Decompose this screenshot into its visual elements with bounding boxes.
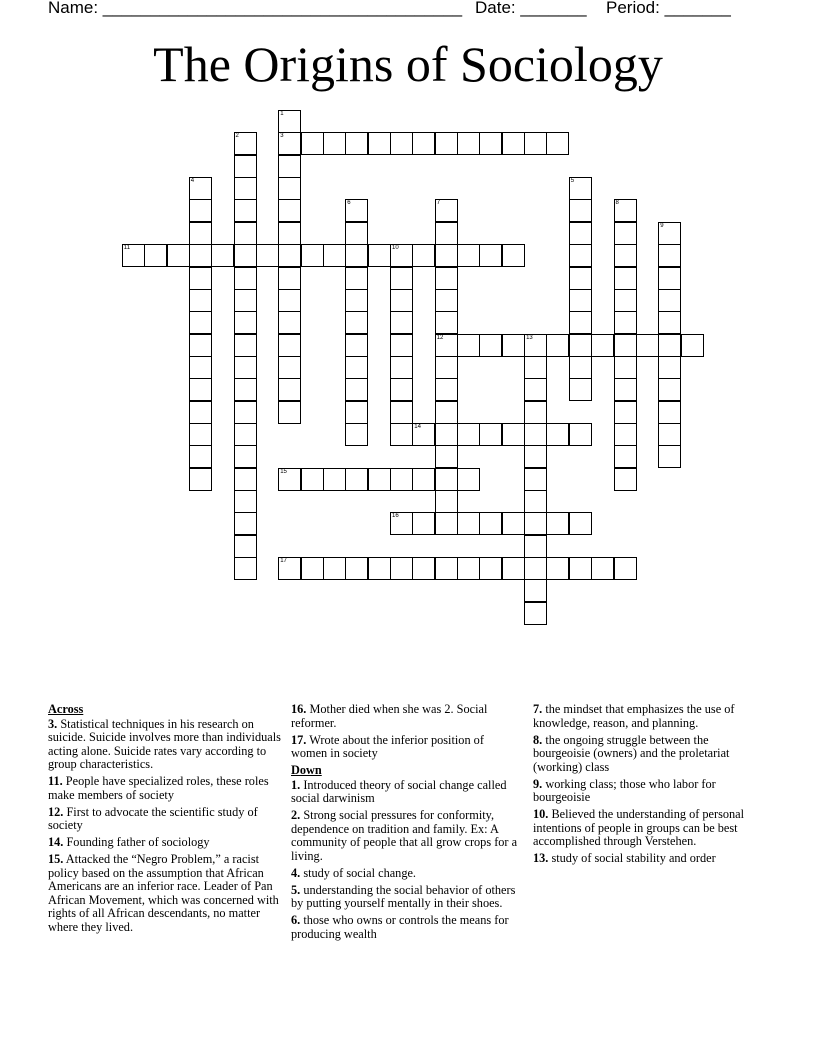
grid-cell[interactable] <box>345 289 368 312</box>
grid-cell[interactable] <box>234 199 257 222</box>
grid-cell[interactable] <box>502 557 525 580</box>
grid-cell[interactable] <box>658 244 681 267</box>
grid-cell[interactable] <box>569 512 592 535</box>
grid-cell[interactable] <box>278 289 301 312</box>
grid-cell[interactable] <box>546 512 569 535</box>
grid-cell[interactable] <box>390 423 413 446</box>
grid-cell[interactable] <box>658 356 681 379</box>
grid-cell[interactable] <box>435 378 458 401</box>
grid-cell[interactable] <box>189 401 212 424</box>
grid-cell[interactable] <box>368 244 391 267</box>
grid-cell[interactable] <box>234 132 257 155</box>
grid-cell[interactable] <box>211 244 234 267</box>
grid-cell[interactable] <box>412 423 435 446</box>
across-heading: Across <box>48 702 84 716</box>
grid-cell[interactable] <box>658 267 681 290</box>
clue-across-3 <box>48 718 281 772</box>
grid-cell[interactable] <box>345 132 368 155</box>
grid-cell[interactable] <box>278 177 301 200</box>
grid-cell[interactable] <box>614 468 637 491</box>
grid-cell[interactable] <box>614 267 637 290</box>
date-field[interactable]: Date: _______ <box>475 0 587 17</box>
down-heading: Down <box>291 763 322 777</box>
grid-cell[interactable] <box>189 334 212 357</box>
grid-cell[interactable] <box>524 490 547 513</box>
grid-cell[interactable] <box>569 557 592 580</box>
clue-down-9 <box>533 778 758 805</box>
clue-number: 15. <box>48 852 64 866</box>
grid-cell[interactable] <box>189 445 212 468</box>
clue-number: 9. <box>533 776 543 791</box>
clue-text: Wrote about the inferior position of women in society <box>291 732 484 760</box>
grid-cell[interactable] <box>569 356 592 379</box>
grid-cell[interactable] <box>345 244 368 267</box>
clue-text: study of social change. <box>303 865 417 880</box>
grid-cell[interactable] <box>524 557 547 580</box>
grid-cell[interactable] <box>390 512 413 535</box>
grid-cell[interactable] <box>435 468 458 491</box>
grid-cell[interactable] <box>390 401 413 424</box>
grid-cell[interactable] <box>457 244 480 267</box>
grid-cell[interactable] <box>234 222 257 245</box>
clue-text: People have specialized roles, these roles make members of society <box>48 774 269 802</box>
grid-cell[interactable] <box>390 267 413 290</box>
grid-cell[interactable] <box>234 445 257 468</box>
grid-cell[interactable] <box>390 311 413 334</box>
grid-cell[interactable] <box>569 423 592 446</box>
page-title: The Origins of Sociology <box>153 36 663 92</box>
grid-cell[interactable] <box>524 512 547 535</box>
grid-cell[interactable] <box>189 244 212 267</box>
grid-cell[interactable] <box>569 289 592 312</box>
grid-cell[interactable] <box>234 289 257 312</box>
grid-cell[interactable] <box>323 244 346 267</box>
grid-cell[interactable] <box>479 557 502 580</box>
grid-cell[interactable] <box>345 222 368 245</box>
grid-cell[interactable] <box>278 132 301 155</box>
clue-number-label: 1 <box>280 111 284 117</box>
grid-cell[interactable] <box>614 557 637 580</box>
grid-cell[interactable] <box>457 132 480 155</box>
grid-cell[interactable] <box>278 334 301 357</box>
grid-cell[interactable] <box>323 132 346 155</box>
grid-cell[interactable] <box>569 222 592 245</box>
clue-number: 1. <box>291 777 301 792</box>
clue-down-8 <box>533 734 758 775</box>
grid-cell[interactable] <box>234 468 257 491</box>
clue-down-6 <box>291 914 521 941</box>
grid-cell[interactable] <box>435 356 458 379</box>
grid-cell[interactable] <box>278 222 301 245</box>
clue-text: understanding the social behavior of others by putting yourself mentally in their shoes. <box>291 882 516 910</box>
grid-cell[interactable] <box>435 401 458 424</box>
grid-cell[interactable] <box>301 468 324 491</box>
grid-cell[interactable] <box>390 334 413 357</box>
clue-number-label: 6 <box>347 200 351 207</box>
name-field[interactable]: Name: ______________________________________ <box>48 0 463 17</box>
clue-number: 14. <box>48 835 64 849</box>
grid-cell[interactable] <box>278 311 301 334</box>
grid-cell[interactable] <box>144 244 167 267</box>
clue-text: First to advocate the scientific study of society <box>48 804 258 832</box>
clue-number: 12. <box>48 804 64 819</box>
clue-number-label: 17 <box>280 558 287 564</box>
grid-cell[interactable] <box>189 311 212 334</box>
grid-cell[interactable] <box>278 267 301 290</box>
grid-cell[interactable] <box>614 311 637 334</box>
grid-cell[interactable] <box>189 267 212 290</box>
clue-number-label: 9 <box>660 222 664 229</box>
grid-cell[interactable] <box>189 199 212 222</box>
grid-cell[interactable] <box>390 244 413 267</box>
grid-cell[interactable] <box>234 244 257 267</box>
grid-cell[interactable] <box>658 311 681 334</box>
grid-cell[interactable] <box>658 378 681 401</box>
grid-cell[interactable] <box>614 334 637 357</box>
grid-cell[interactable] <box>345 378 368 401</box>
clue-number: 2. <box>291 808 301 822</box>
grid-cell[interactable] <box>345 401 368 424</box>
clue-number: 16. <box>291 702 307 716</box>
clue-text: study of social stability and order <box>551 851 716 865</box>
clue-number-label: 13 <box>526 334 533 341</box>
grid-cell[interactable] <box>524 602 547 625</box>
grid-cell[interactable] <box>234 401 257 424</box>
clue-number-label: 3 <box>280 133 284 140</box>
grid-cell[interactable] <box>435 267 458 290</box>
clue-number: 6. <box>291 913 301 927</box>
grid-cell[interactable] <box>345 423 368 446</box>
clue-column-3 <box>533 703 758 869</box>
clue-number: 8. <box>533 732 543 747</box>
grid-cell[interactable] <box>479 512 502 535</box>
clue-number: 10. <box>533 807 549 821</box>
grid-cell[interactable] <box>390 557 413 580</box>
grid-cell[interactable] <box>278 468 301 491</box>
grid-cell[interactable] <box>524 445 547 468</box>
clue-number-label: 15 <box>280 468 287 475</box>
clue-text: Statistical techniques in his research on suicide. Suicide involves more than individuals acting alone. Suicide rates vary according to group characteristics. <box>48 716 281 771</box>
grid-cell[interactable] <box>569 334 592 357</box>
grid-cell[interactable] <box>435 199 458 222</box>
grid-cell[interactable] <box>167 244 190 267</box>
clue-column-2 <box>291 703 521 945</box>
grid-cell[interactable] <box>457 557 480 580</box>
grid-cell[interactable] <box>435 423 458 446</box>
grid-cell[interactable] <box>189 468 212 491</box>
clue-across-17 <box>291 734 521 761</box>
clue-text: the mindset that emphasizes the use of knowledge, reason, and planning. <box>533 702 735 730</box>
grid-cell[interactable] <box>435 557 458 580</box>
grid-cell[interactable] <box>189 356 212 379</box>
clue-number-label: 7 <box>436 200 441 207</box>
grid-cell[interactable] <box>278 110 301 133</box>
clue-number: 13. <box>533 851 549 865</box>
grid-cell[interactable] <box>479 244 502 267</box>
clue-number: 5. <box>291 882 301 897</box>
grid-cell[interactable] <box>390 132 413 155</box>
clue-down-2 <box>291 809 521 863</box>
grid-cell[interactable] <box>614 222 637 245</box>
clue-across-16 <box>291 703 521 730</box>
grid-cell[interactable] <box>278 401 301 424</box>
grid-cell[interactable] <box>681 334 704 357</box>
grid-cell[interactable] <box>614 445 637 468</box>
grid-cell[interactable] <box>479 423 502 446</box>
grid-cell[interactable] <box>412 132 435 155</box>
grid-cell[interactable] <box>524 579 547 602</box>
clue-text: Attacked the “Negro Problem,” a racist policy based on the assumption that African Americans are an inferior race. Leader of Pan African Movement, which was concerned with rights of all African descendants, no matter where they lived. <box>48 852 279 934</box>
clue-across-12 <box>48 806 281 833</box>
grid-cell[interactable] <box>278 356 301 379</box>
grid-cell[interactable] <box>278 199 301 222</box>
grid-cell[interactable] <box>435 445 458 468</box>
grid-cell[interactable] <box>569 199 592 222</box>
clue-text: those who owns or controls the means for producing wealth <box>291 913 509 941</box>
clue-number: 3. <box>48 716 58 731</box>
grid-cell[interactable] <box>524 423 547 446</box>
grid-cell[interactable] <box>435 311 458 334</box>
grid-cell[interactable] <box>502 244 525 267</box>
clue-number-label: 16 <box>392 513 399 520</box>
grid-cell[interactable] <box>368 468 391 491</box>
grid-cell[interactable] <box>390 468 413 491</box>
grid-cell[interactable] <box>479 334 502 357</box>
grid-cell[interactable] <box>234 535 257 558</box>
grid-cell[interactable] <box>614 356 637 379</box>
clue-number-label: 14 <box>414 423 421 430</box>
grid-cell[interactable] <box>524 334 547 357</box>
grid-cell[interactable] <box>345 356 368 379</box>
grid-cell[interactable] <box>390 356 413 379</box>
grid-cell[interactable] <box>189 423 212 446</box>
grid-cell[interactable] <box>658 334 681 357</box>
grid-cell[interactable] <box>390 289 413 312</box>
grid-cell[interactable] <box>546 334 569 357</box>
clue-down-10 <box>533 808 758 849</box>
grid-cell[interactable] <box>256 244 279 267</box>
grid-cell[interactable] <box>234 557 257 580</box>
grid-cell[interactable] <box>345 311 368 334</box>
grid-cell[interactable] <box>301 132 324 155</box>
clue-number-label: 11 <box>123 245 131 252</box>
grid-cell[interactable] <box>457 512 480 535</box>
grid-cell[interactable] <box>234 334 257 357</box>
grid-cell[interactable] <box>234 490 257 513</box>
grid-cell[interactable] <box>614 401 637 424</box>
grid-cell[interactable] <box>234 378 257 401</box>
grid-cell[interactable] <box>234 311 257 334</box>
clue-down-1 <box>291 779 521 806</box>
grid-cell[interactable] <box>435 490 458 513</box>
grid-cell[interactable] <box>524 378 547 401</box>
grid-cell[interactable] <box>658 289 681 312</box>
grid-cell[interactable] <box>614 378 637 401</box>
grid-cell[interactable] <box>614 199 637 222</box>
clue-down-5 <box>291 884 521 911</box>
grid-cell[interactable] <box>546 557 569 580</box>
grid-cell[interactable] <box>390 378 413 401</box>
grid-cell[interactable] <box>636 334 659 357</box>
clue-text: the ongoing struggle between the bourgeoisie (owners) and the proletariat (working) class <box>533 732 730 774</box>
grid-cell[interactable] <box>502 132 525 155</box>
period-field[interactable]: Period: _______ <box>606 0 731 17</box>
clue-number-label: 2 <box>235 133 239 140</box>
grid-cell[interactable] <box>591 557 614 580</box>
grid-cell[interactable] <box>278 557 301 580</box>
grid-cell[interactable] <box>234 177 257 200</box>
grid-cell[interactable] <box>189 177 212 200</box>
clue-number-label: 5 <box>570 178 575 185</box>
clue-number-label: 12 <box>436 334 444 341</box>
grid-cell[interactable] <box>435 334 458 357</box>
clue-number: 7. <box>533 702 543 716</box>
clue-text: Mother died when she was 2. Social reformer. <box>291 702 488 730</box>
grid-cell[interactable] <box>658 401 681 424</box>
grid-cell[interactable] <box>524 356 547 379</box>
grid-cell[interactable] <box>614 289 637 312</box>
grid-cell[interactable] <box>345 267 368 290</box>
grid-cell[interactable] <box>189 289 212 312</box>
grid-cell[interactable] <box>479 132 502 155</box>
clue-down-4 <box>291 867 521 881</box>
grid-cell[interactable] <box>569 244 592 267</box>
clue-number-label: 10 <box>392 245 399 252</box>
clue-number: 17. <box>291 732 307 747</box>
clue-across-15 <box>48 853 281 934</box>
clue-across-14 <box>48 836 281 850</box>
grid-cell[interactable] <box>569 311 592 334</box>
clue-down-13 <box>533 852 758 866</box>
grid-cell[interactable] <box>278 244 301 267</box>
grid-cell[interactable] <box>234 155 257 178</box>
grid-cell[interactable] <box>345 199 368 222</box>
grid-cell[interactable] <box>278 378 301 401</box>
clue-down-7 <box>533 703 758 730</box>
grid-cell[interactable] <box>524 132 547 155</box>
clue-text: working class; those who labor for bourgeoisie <box>533 776 716 804</box>
clue-across-11 <box>48 775 281 802</box>
grid-cell[interactable] <box>435 289 458 312</box>
grid-cell[interactable] <box>457 468 480 491</box>
grid-cell[interactable] <box>524 401 547 424</box>
grid-cell[interactable] <box>524 468 547 491</box>
grid-cell[interactable] <box>234 267 257 290</box>
grid-cell[interactable] <box>234 423 257 446</box>
grid-cell[interactable] <box>323 557 346 580</box>
grid-cell[interactable] <box>234 512 257 535</box>
grid-cell[interactable] <box>546 423 569 446</box>
grid-cell[interactable] <box>435 512 458 535</box>
clue-column-1 <box>48 703 281 938</box>
clue-text: Strong social pressures for conformity, dependence on tradition and family. Ex: A community of people that all grow crops for a living. <box>291 808 518 863</box>
clue-number: 4. <box>291 865 301 880</box>
clue-number: 11. <box>48 774 63 788</box>
grid-cell[interactable] <box>435 222 458 245</box>
grid-cell[interactable] <box>412 512 435 535</box>
grid-cell[interactable] <box>435 132 458 155</box>
grid-cell[interactable] <box>345 334 368 357</box>
grid-cell[interactable] <box>614 423 637 446</box>
grid-cell[interactable] <box>122 244 145 267</box>
grid-cell[interactable] <box>345 557 368 580</box>
clue-text: Introduced theory of social change called social darwinism <box>291 777 507 805</box>
grid-cell[interactable] <box>189 222 212 245</box>
grid-cell[interactable] <box>502 423 525 446</box>
grid-cell[interactable] <box>546 132 569 155</box>
grid-cell[interactable] <box>569 378 592 401</box>
grid-cell[interactable] <box>502 334 525 357</box>
clue-text: Founding father of sociology <box>66 835 210 849</box>
grid-cell[interactable] <box>457 423 480 446</box>
grid-cell[interactable] <box>345 468 368 491</box>
grid-cell[interactable] <box>457 334 480 357</box>
grid-cell[interactable] <box>435 244 458 267</box>
grid-cell[interactable] <box>368 557 391 580</box>
grid-cell[interactable] <box>412 244 435 267</box>
grid-cell[interactable] <box>323 468 346 491</box>
grid-cell[interactable] <box>658 423 681 446</box>
grid-cell[interactable] <box>569 267 592 290</box>
grid-cell[interactable] <box>189 378 212 401</box>
grid-cell[interactable] <box>234 356 257 379</box>
grid-cell[interactable] <box>614 244 637 267</box>
clue-number-label: 4 <box>190 178 195 185</box>
grid-cell[interactable] <box>368 132 391 155</box>
clue-number-label: 8 <box>615 200 619 207</box>
grid-cell[interactable] <box>569 177 592 200</box>
grid-cell[interactable] <box>591 334 614 357</box>
grid-cell[interactable] <box>301 557 324 580</box>
grid-cell[interactable] <box>658 445 681 468</box>
grid-cell[interactable] <box>278 155 301 178</box>
grid-cell[interactable] <box>412 468 435 491</box>
grid-cell[interactable] <box>412 557 435 580</box>
clue-text: Believed the understanding of personal intentions of people in groups can be best accomplished through Verstehen. <box>533 807 745 848</box>
grid-cell[interactable] <box>301 244 324 267</box>
grid-cell[interactable] <box>502 512 525 535</box>
grid-cell[interactable] <box>524 535 547 558</box>
grid-cell[interactable] <box>658 222 681 245</box>
